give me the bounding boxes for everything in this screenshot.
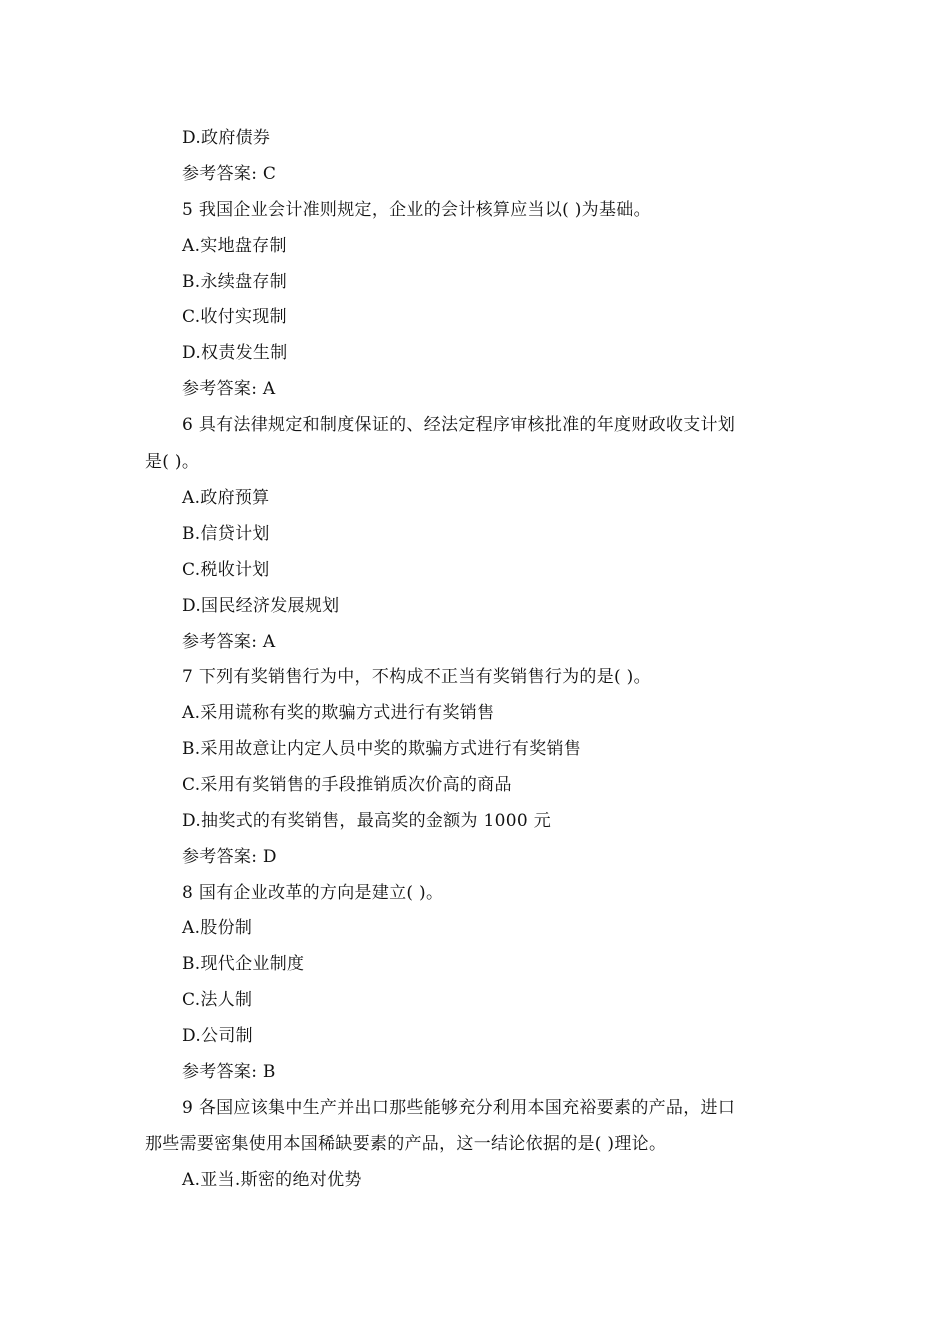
option-a: A.亚当.斯密的绝对优势 xyxy=(182,1170,362,1190)
option-c: C.法人制 xyxy=(182,990,253,1010)
option-b: B.采用故意让内定人员中奖的欺骗方式进行有奖销售 xyxy=(182,739,582,759)
option-c: C.采用有奖销售的手段推销质次价高的商品 xyxy=(182,775,512,795)
option-b: B.永续盘存制 xyxy=(182,272,287,292)
option-c: C.税收计划 xyxy=(182,560,270,580)
option-d: D.权责发生制 xyxy=(182,343,288,363)
option-a: A.股份制 xyxy=(182,918,253,938)
answer-line: 参考答案: C xyxy=(182,164,277,184)
question-7: 7 下列有奖销售行为中，不构成不正当有奖销售行为的是( )。 xyxy=(182,667,651,687)
answer-line: 参考答案: B xyxy=(182,1062,276,1082)
option-b: B.信贷计划 xyxy=(182,524,270,544)
question-5: 5 我国企业会计准则规定，企业的会计核算应当以( )为基础。 xyxy=(182,200,651,220)
question-9-continued: 那些需要密集使用本国稀缺要素的产品，这一结论依据的是( )理论。 xyxy=(145,1134,667,1154)
option-d: D.公司制 xyxy=(182,1026,253,1046)
option-a: A.实地盘存制 xyxy=(182,236,287,256)
option-c: C.收付实现制 xyxy=(182,307,287,327)
option-a: A.政府预算 xyxy=(182,488,270,508)
answer-line: 参考答案: D xyxy=(182,847,277,867)
option-d: D.国民经济发展规划 xyxy=(182,596,340,616)
question-9: 9 各国应该集中生产并出口那些能够充分利用本国充裕要素的产品，进口 xyxy=(182,1098,736,1118)
option-b: B.现代企业制度 xyxy=(182,954,305,974)
answer-line: 参考答案: A xyxy=(182,379,276,399)
question-8: 8 国有企业改革的方向是建立( )。 xyxy=(182,883,444,903)
question-6-continued: 是( )。 xyxy=(145,452,200,472)
answer-line: 参考答案: A xyxy=(182,632,276,652)
option-d: D.抽奖式的有奖销售，最高奖的金额为 1000 元 xyxy=(182,811,551,831)
question-6: 6 具有法律规定和制度保证的、经法定程序审核批准的年度财政收支计划 xyxy=(182,415,736,435)
option-a: A.采用谎称有奖的欺骗方式进行有奖销售 xyxy=(182,703,495,723)
option-d: D.政府债券 xyxy=(182,128,271,148)
